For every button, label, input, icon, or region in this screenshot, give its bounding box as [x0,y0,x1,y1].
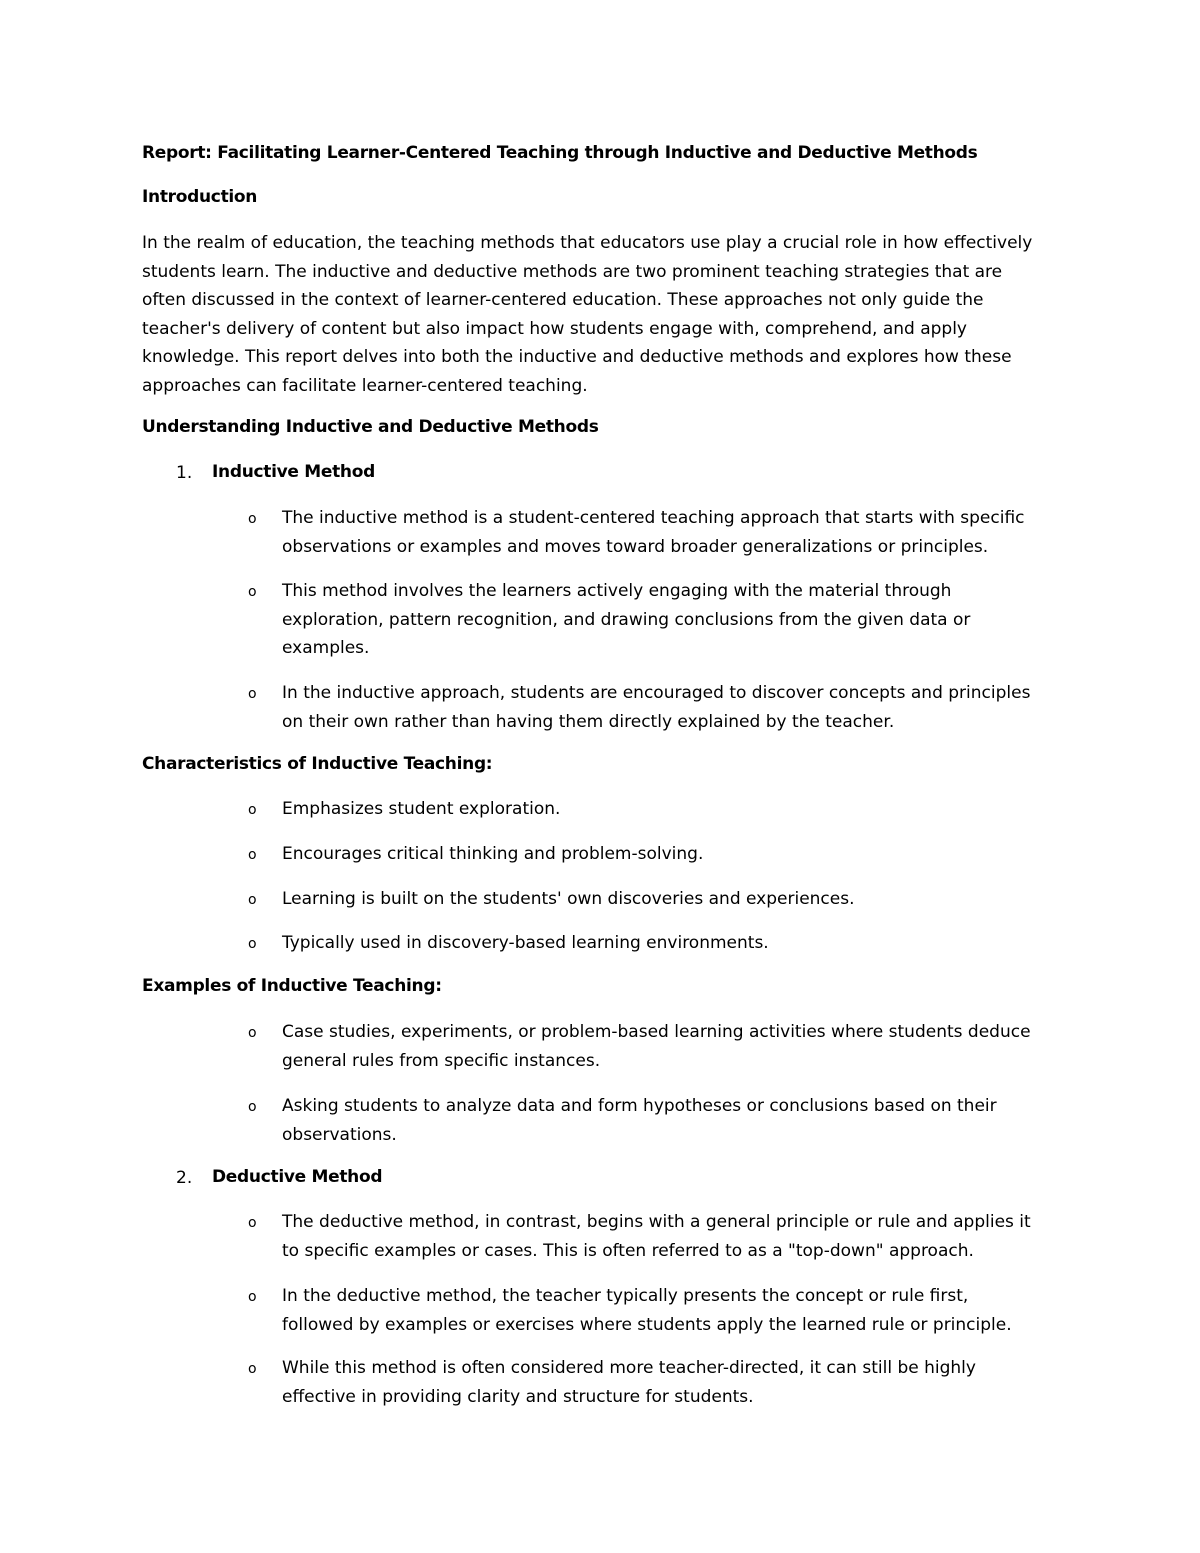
bullet-marker: o [248,802,257,818]
bullet-item [282,1354,976,1411]
bullet-line: The inductive method is a student-centered teaching approach that starts with specific [282,508,1025,528]
deductive-method-heading: Deductive Method [212,1167,383,1187]
bullet-marker: o [248,511,257,527]
bullet-marker: o [248,1099,257,1115]
bullet-marker: o [248,847,257,863]
characteristics-heading: Characteristics of Inductive Teaching: [142,754,493,774]
bullet-item [282,577,970,663]
bullet-item [282,679,1030,736]
report-title: Report: Facilitating Learner-Centered Teaching through Inductive and Deductive Methods [142,143,978,163]
bullet-marker: o [248,686,257,702]
introduction-heading: Introduction [142,187,258,207]
bullet-marker: o [248,1289,257,1305]
bullet-item [282,504,1025,561]
bullet-marker: o [248,1361,257,1377]
bullet-line: to specific examples or cases. This is often referred to as a "top-down" approach. [282,1240,974,1261]
paragraph-line: students learn. The inductive and deductive methods are two prominent teaching strategies that are [142,261,1003,282]
bullet-item [282,1208,1031,1265]
bullet-line: observations. [282,1124,397,1145]
bullet-line: Typically used in discovery-based learning environments. [282,933,769,953]
examples-heading: Examples of Inductive Teaching: [142,976,442,996]
list-number: 2. [176,1168,193,1188]
bullet-marker: o [248,892,257,908]
bullet-marker: o [248,584,257,600]
bullet-item [282,1282,1012,1339]
bullet-item [282,1092,997,1149]
bullet-item [282,1018,1031,1075]
bullet-line: examples. [282,638,370,659]
bullet-line: on their own rather than having them directly explained by the teacher. [282,711,895,732]
bullet-item [282,840,703,869]
bullet-line: Encourages critical thinking and problem-solving. [282,844,704,864]
bullet-line: effective in providing clarity and structure for students. [282,1386,754,1407]
paragraph-line: often discussed in the context of learner-centered education. These approaches not only guide the [142,290,984,311]
bullet-line: observations or examples and moves toward broader generalizations or principles. [282,536,989,557]
bullet-line: The deductive method, in contrast, begins with a general principle or rule and applies it [282,1212,1031,1232]
paragraph-line: teacher's delivery of content but also impact how students engage with, comprehend, and apply [142,318,967,339]
understanding-heading: Understanding Inductive and Deductive Methods [142,417,599,437]
bullet-line: Case studies, experiments, or problem-based learning activities where students deduce [282,1022,1031,1042]
bullet-item [282,929,769,958]
bullet-line: In the inductive approach, students are encouraged to discover concepts and principles [282,683,1031,703]
bullet-item [282,885,855,914]
introduction-paragraph [142,229,1032,401]
paragraph-line: knowledge. This report delves into both the inductive and deductive methods and explores how these [142,347,1012,368]
bullet-line: Learning is built on the students' own discoveries and experiences. [282,889,855,909]
bullet-line: exploration, pattern recognition, and drawing conclusions from the given data or [282,609,971,630]
bullet-marker: o [248,1215,257,1231]
bullet-marker: o [248,936,257,952]
bullet-line: followed by examples or exercises where students apply the learned rule or principle. [282,1314,1012,1335]
bullet-line: Emphasizes student exploration. [282,799,561,819]
bullet-item [282,795,560,824]
list-number: 1. [176,463,193,483]
inductive-method-heading: Inductive Method [212,462,375,482]
bullet-line: In the deductive method, the teacher typically presents the concept or rule first, [282,1286,969,1306]
bullet-line: While this method is often considered more teacher-directed, it can still be highly [282,1358,976,1378]
paragraph-line: In the realm of education, the teaching methods that educators use play a crucial role in how effectively [142,233,1033,253]
bullet-line: general rules from specific instances. [282,1050,601,1071]
bullet-marker: o [248,1025,257,1041]
bullet-line: This method involves the learners actively engaging with the material through [282,581,952,601]
paragraph-line: approaches can facilitate learner-centered teaching. [142,375,588,396]
bullet-line: Asking students to analyze data and form hypotheses or conclusions based on their [282,1096,997,1116]
